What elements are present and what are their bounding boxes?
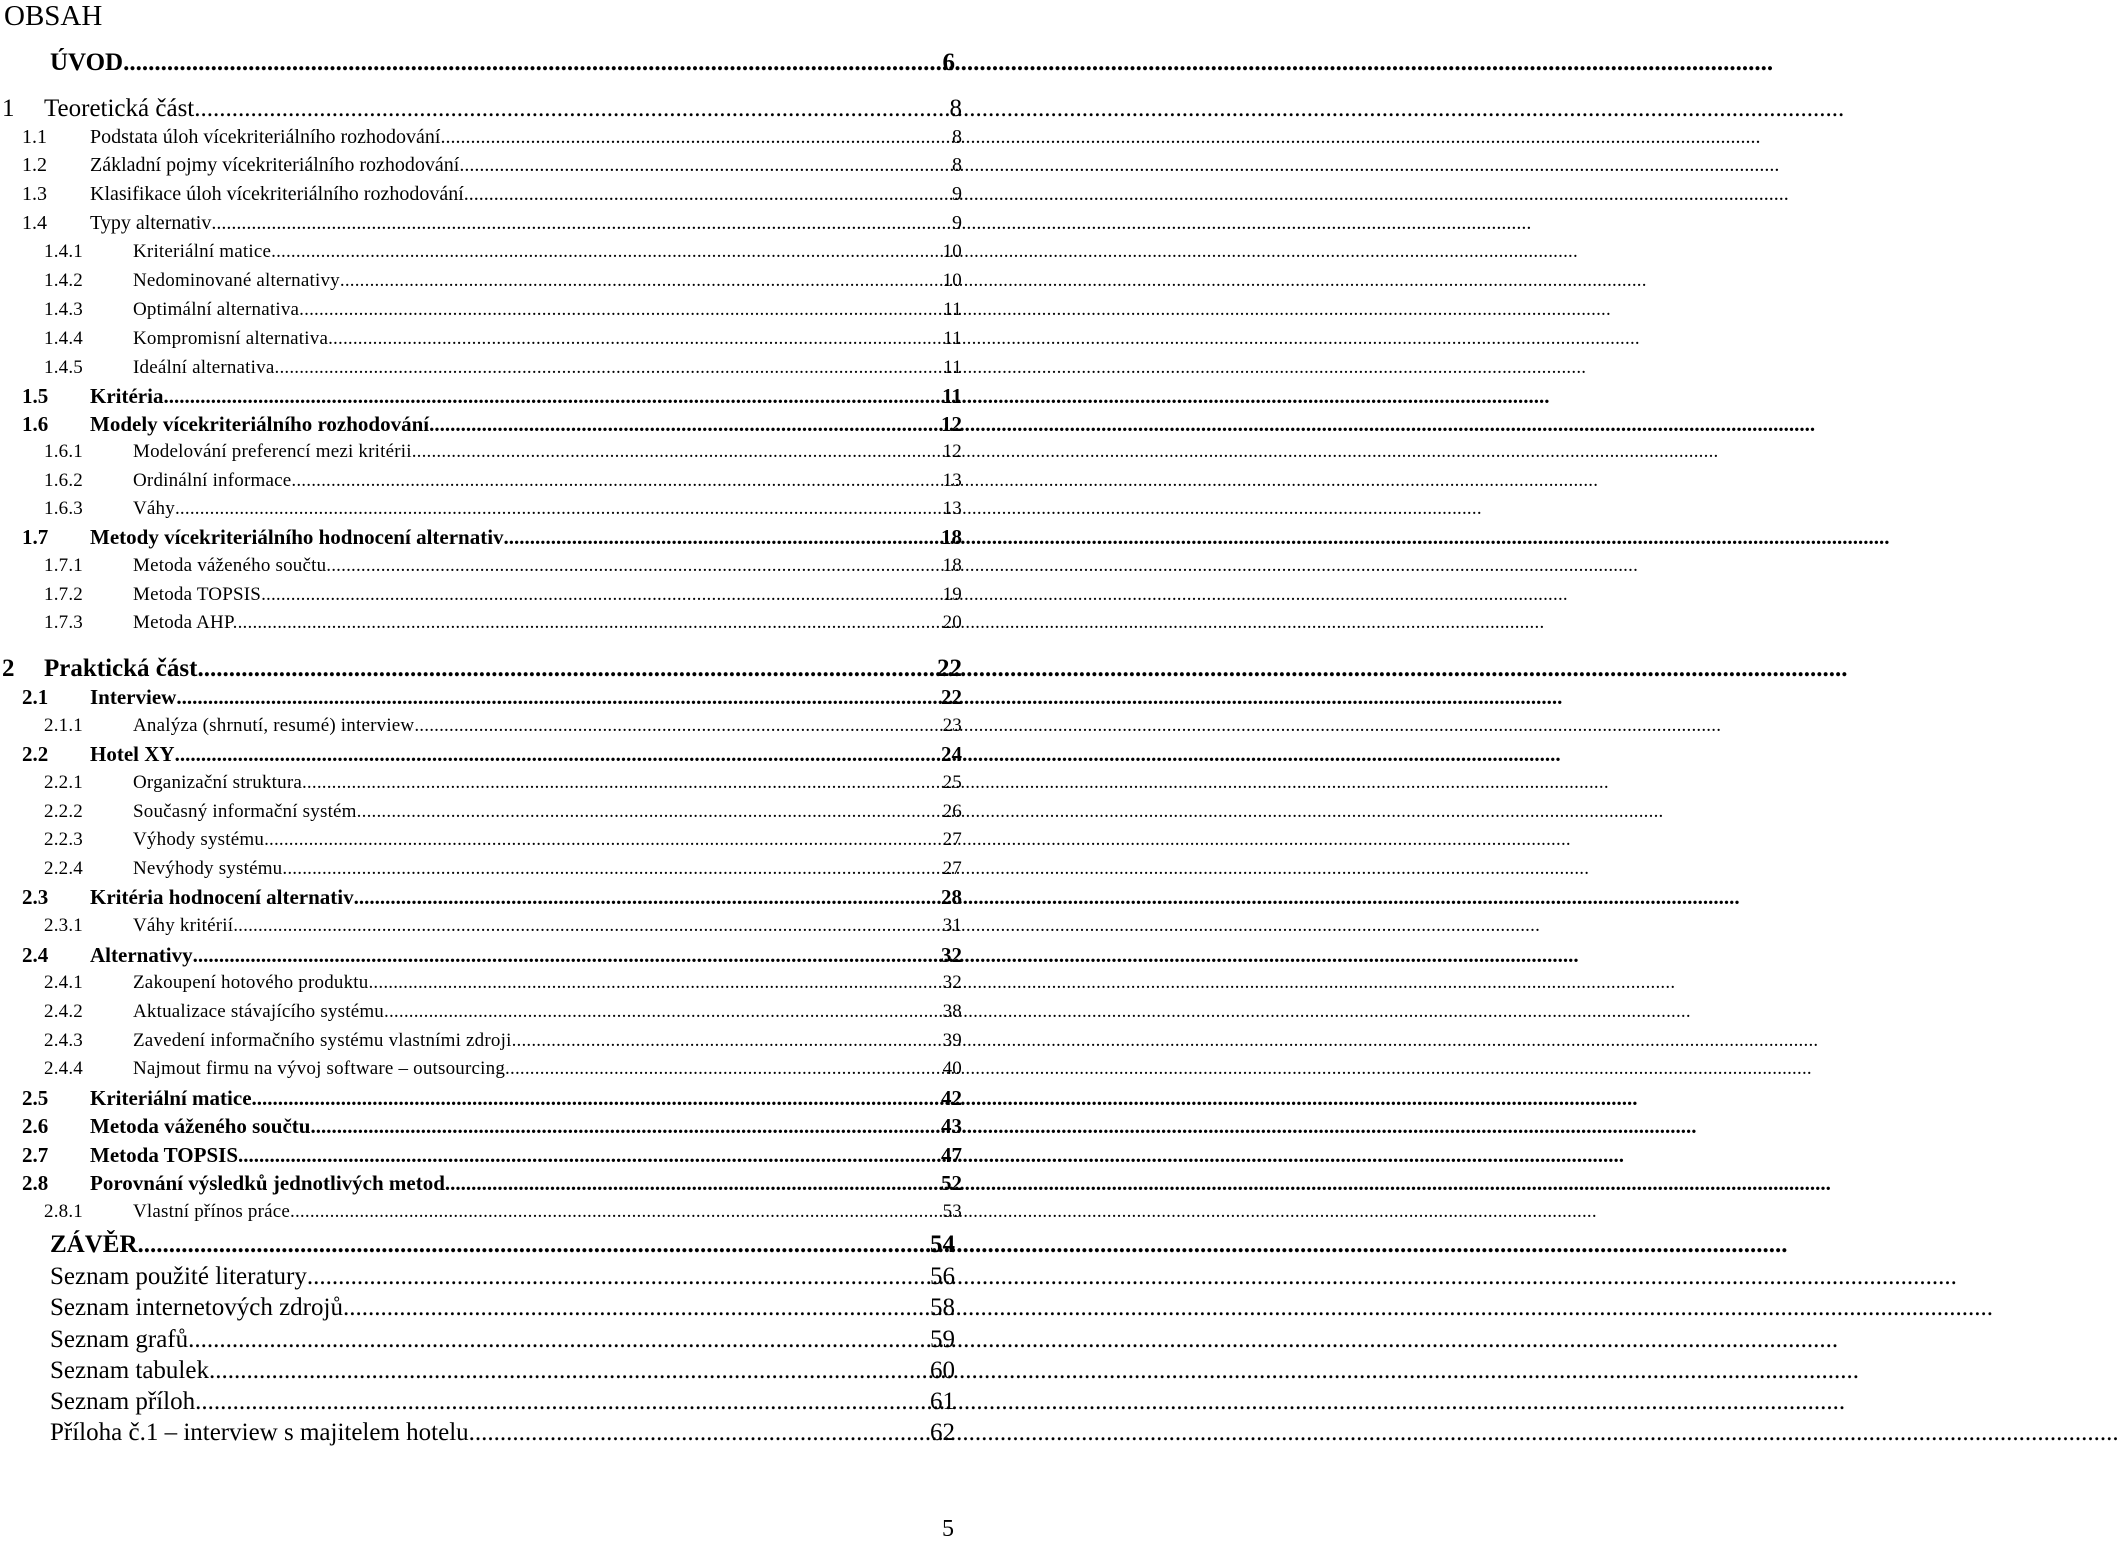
toc-entry[interactable] [44,770,962,796]
toc-dot-leader [209,1356,930,1386]
toc-entry[interactable] [44,1056,962,1082]
toc-entry-number: 2.1.1 [44,715,83,736]
toc-entry-title: Optimální alternativa. [133,299,305,320]
toc-entry-number: 2.2.4 [44,858,83,879]
toc-entry[interactable] [22,383,962,409]
toc-dot-leader [357,799,943,825]
toc-entry-title: Váhy [133,498,175,519]
toc-entry-page: 11 [943,299,962,320]
toc-entry-page: 10 [942,270,962,291]
toc-entry-title: Praktická část [44,655,198,682]
toc-entry-number: 1.4 [22,212,47,234]
toc-entry-title: Organizační struktura [133,772,302,793]
toc-dot-leader [459,152,952,178]
toc-entry[interactable] [44,582,962,608]
toc-dot-leader [302,770,943,796]
toc-entry-page: 11 [943,328,962,349]
toc-entry-title: Seznam příloh [50,1388,196,1415]
toc-entry-number: 1.6.1 [44,441,83,462]
toc-entry-number: 2.3.1 [44,915,83,936]
toc-entry-title: Najmout firmu na vývoj software – outsourcing [133,1058,506,1079]
toc-entry-page: 61 [930,1388,955,1415]
toc-entry[interactable] [44,799,962,825]
toc-entry-number: 1.4.5 [44,357,83,378]
toc-entry-title: Kritéria hodnocení alternativ [90,885,354,909]
toc-dot-leader [504,524,941,550]
toc-entry-number: 1.7.2 [44,584,83,605]
toc-entry-number: 2.2.2 [44,801,83,822]
toc-dot-leader [429,411,941,437]
toc-entry-number: 1.3 [22,183,47,205]
toc-dot-leader [261,582,943,608]
toc-entry-page: 28 [941,885,962,909]
toc-entry-title: Seznam použité literatury [50,1263,307,1290]
table-of-contents [0,0,960,1480]
toc-entry-page: 18 [941,525,962,549]
toc-entry-title: Ordinální informace [133,470,292,491]
toc-entry[interactable] [44,468,962,494]
toc-dot-leader [195,1387,930,1417]
toc-dot-leader [469,181,952,207]
toc-entry[interactable] [22,124,962,150]
toc-entry[interactable] [22,1142,962,1168]
toc-entry-title: Kritéria [90,384,164,408]
toc-entry-title: Kriteriální matice [90,1086,252,1110]
toc-entry-title: Nevýhody systému [133,858,283,879]
toc-entry-page: 54 [930,1231,955,1258]
toc-entry[interactable] [50,1418,955,1448]
toc-entry-page: 9 [952,183,962,205]
toc-dot-leader [505,1056,943,1082]
toc-entry-number: 1.6.2 [44,470,83,491]
toc-entry-number: 2.3 [22,885,49,909]
toc-entry-title: Modelování preferencí mezi kritérii [133,441,412,462]
toc-entry[interactable] [44,913,962,939]
toc-entry-page: 18 [942,555,962,576]
toc-entry[interactable] [44,1028,962,1054]
toc-entry[interactable] [22,741,962,767]
toc-entry-number: 1.2 [22,154,47,176]
toc-dot-leader [368,970,942,996]
toc-dot-leader [440,124,952,150]
toc-dot-leader [271,239,942,265]
toc-entry-title: Podstata úloh vícekriteriálního rozhodování [90,126,441,148]
toc-entry[interactable] [44,970,962,996]
toc-entry-title: Zakoupení hotového produktu [133,972,369,993]
toc-entry-page: 25 [942,772,962,793]
toc-dot-leader [310,1113,941,1139]
toc-entry-title: Seznam internetových zdrojů [50,1294,343,1321]
toc-entry-page: 10 [942,241,962,262]
toc-entry[interactable] [22,524,962,550]
toc-entry-page: 6 [942,49,955,76]
toc-entry[interactable] [44,496,962,522]
toc-entry[interactable] [44,856,962,882]
toc-entry-number: 2.2.3 [44,829,83,850]
toc-entry-page: 52 [941,1171,962,1195]
toc-dot-leader [123,48,942,78]
toc-entry-title: Ideální alternativa. [133,357,280,378]
toc-entry[interactable] [44,297,962,323]
toc-entry-page: 59 [930,1326,955,1353]
toc-entry-page: 19 [942,584,962,605]
toc-entry-number: 1.4.2 [44,270,83,291]
toc-dot-leader [252,1085,941,1111]
toc-entry-title: Porovnání výsledků jednotlivých metod [90,1171,445,1195]
toc-entry-page: 20 [942,612,962,633]
toc-entry-page: 53 [942,1201,962,1222]
toc-entry-page: 12 [941,412,962,436]
toc-entry-page: 58 [930,1294,955,1321]
toc-entry-number: 2.4.1 [44,972,83,993]
toc-entry[interactable] [44,355,962,381]
toc-dot-leader [412,439,943,465]
toc-entry-page: 8 [952,154,962,176]
toc-entry-number: 1.6 [22,412,49,436]
toc-entry-number: 2.5 [22,1086,49,1110]
toc-dot-leader [264,827,943,853]
toc-entry-number: 1.4.1 [44,241,83,262]
toc-entry[interactable] [22,152,962,178]
toc-entry[interactable] [2,94,962,124]
toc-dot-leader [197,654,937,684]
toc-entry-title: Metoda váženého součtu. [133,555,332,576]
toc-entry[interactable] [50,1356,955,1386]
toc-entry-page: 39 [942,1030,962,1051]
toc-entry[interactable] [44,713,962,739]
toc-entry-title: Současný informační systém [133,801,357,822]
toc-entry[interactable] [22,884,962,910]
toc-entry-number: 1.5 [22,384,49,408]
toc-dot-leader [290,1199,943,1225]
toc-entry-page: 8 [952,126,962,148]
toc-dot-leader [304,297,943,323]
toc-entry[interactable] [44,239,962,265]
toc-entry[interactable] [50,1230,955,1260]
toc-entry[interactable] [22,1085,962,1111]
toc-dot-leader [469,1418,930,1448]
toc-dot-leader [211,210,952,236]
toc-entry-title: Vlastní přínos práce [133,1201,291,1222]
toc-entry-title: Metoda váženého součtu [90,1114,311,1138]
toc-entry-number: 1.4.3 [44,299,83,320]
toc-entry-page: 22 [941,685,962,709]
toc-entry-page: 27 [942,858,962,879]
toc-dot-leader [193,942,941,968]
toc-entry-number: 2.4.3 [44,1030,83,1051]
toc-entry[interactable] [22,181,962,207]
toc-entry-page: 24 [941,742,962,766]
toc-dot-leader [333,326,943,352]
toc-entry[interactable] [50,1387,955,1417]
toc-entry-title: Seznam grafů [50,1326,189,1353]
toc-dot-leader [138,1230,930,1260]
toc-entry-title: Analýza (shrnutí, resumé) interview [133,715,415,736]
toc-entry[interactable] [44,553,962,579]
toc-entry-title: Kriteriální matice [133,241,272,262]
toc-entry-title: Kompromisní alternativa. [133,328,334,349]
toc-dot-leader [354,884,941,910]
toc-entry-page: 62 [930,1419,955,1446]
toc-entry[interactable] [22,684,962,710]
toc-dot-leader [340,268,943,294]
toc-entry-page: 60 [930,1357,955,1384]
toc-entry[interactable] [22,1170,962,1196]
toc-dot-leader [233,913,942,939]
toc-entry-number: 2.4.4 [44,1058,83,1079]
toc-dot-leader [331,553,942,579]
toc-entry-title: Příloha č.1 – interview s majitelem hotelu [50,1419,469,1446]
toc-entry-title: Základní pojmy vícekriteriálního rozhodování [90,154,460,176]
toc-entry-number: 2.7 [22,1143,49,1167]
toc-entry-page: 23 [942,715,962,736]
toc-entry-title: Alternativy [90,943,193,967]
toc-entry-page: 38 [942,1001,962,1022]
toc-entry[interactable] [22,411,962,437]
toc-entry-number: 1.7 [22,525,49,549]
toc-dot-leader [279,355,943,381]
toc-entry-page: 47 [941,1143,962,1167]
toc-entry-page: 32 [942,972,962,993]
toc-entry[interactable] [44,268,962,294]
toc-entry-page: 9 [952,212,962,234]
toc-entry-number: 2.4.2 [44,1001,83,1022]
toc-entry-number: 2.2 [22,742,49,766]
toc-dot-leader [512,1028,943,1054]
toc-dot-leader [163,383,942,409]
page-title: OBSAH [4,0,103,32]
toc-entry[interactable] [50,48,955,78]
toc-entry[interactable] [44,827,962,853]
toc-entry-title: Aktualizace stávajícího systému [133,1001,385,1022]
toc-entry-number: 1.7.3 [44,612,83,633]
toc-dot-leader [176,684,941,710]
toc-entry-title: Interview [90,685,177,709]
toc-entry-number: 2.4 [22,943,49,967]
toc-entry-page: 13 [942,498,962,519]
toc-entry-title: Modely vícekriteriálního rozhodování [90,412,430,436]
toc-entry-title: Metody vícekriteriálního hodnocení alternativ [90,525,504,549]
toc-dot-leader [384,999,943,1025]
toc-dot-leader [238,1142,941,1168]
toc-dot-leader [175,741,941,767]
toc-entry-page: 56 [930,1263,955,1290]
toc-entry[interactable] [50,1293,955,1323]
toc-entry-title: Výhody systému [133,829,265,850]
toc-entry-page: 13 [942,470,962,491]
toc-dot-leader [343,1293,930,1323]
toc-entry[interactable] [50,1325,955,1355]
toc-entry-number: 2.2.1 [44,772,83,793]
toc-entry-page: 31 [942,915,962,936]
toc-entry-page: 27 [942,829,962,850]
toc-entry[interactable] [22,942,962,968]
toc-entry-number: 2.1 [22,685,49,709]
toc-entry-title: ÚVOD [50,49,124,76]
toc-entry[interactable] [2,654,962,684]
toc-entry-page: 43 [941,1114,962,1138]
toc-entry-title: Metoda TOPSIS [133,584,262,605]
toc-entry[interactable] [44,326,962,352]
toc-entry-page: 11 [942,384,962,408]
toc-entry-title: Hotel XY [90,742,175,766]
toc-entry[interactable] [22,1113,962,1139]
toc-dot-leader [291,468,942,494]
toc-entry-title: Nedominované alternativy [133,270,340,291]
toc-entry-title: Zavedení informačního systému vlastními zdroji [133,1030,512,1051]
toc-entry-title: Seznam tabulek [50,1357,209,1384]
toc-entry-page: 42 [941,1086,962,1110]
toc-entry[interactable] [50,1262,955,1292]
toc-entry-number: 1.6.3 [44,498,83,519]
toc-dot-leader [445,1170,941,1196]
toc-dot-leader [238,610,943,636]
toc-dot-leader [307,1262,930,1292]
toc-entry-title: Váhy kritérií [133,915,234,936]
toc-dot-leader [188,1325,930,1355]
toc-dot-leader [414,713,942,739]
toc-entry-title: Typy alternativ [90,212,212,234]
toc-entry-title: Metoda AHP. [133,612,238,633]
toc-entry-number: 2.8 [22,1171,49,1195]
toc-entry-title: Teoretická část [44,95,195,122]
page-number: 5 [942,1516,954,1542]
toc-entry-page: 12 [942,441,962,462]
toc-entry-page: 32 [941,943,962,967]
toc-entry-title: Metoda TOPSIS [90,1143,239,1167]
toc-entry-number: 1.7.1 [44,555,83,576]
toc-entry-page: 26 [942,801,962,822]
toc-entry-page: 40 [942,1058,962,1079]
toc-entry-title: Klasifikace úloh vícekriteriálního rozhodování. [90,183,469,205]
toc-entry-page: 8 [949,95,962,122]
toc-entry-page: 11 [943,357,962,378]
toc-dot-leader [175,496,943,522]
toc-entry[interactable] [44,610,962,636]
toc-entry[interactable] [44,1199,962,1225]
toc-entry-number: 2.6 [22,1114,49,1138]
toc-entry-title: ZÁVĚR [50,1231,138,1258]
toc-entry-number: 1.1 [22,126,47,148]
toc-entry-number: 2 [2,655,15,682]
toc-entry[interactable] [44,439,962,465]
toc-entry[interactable] [44,999,962,1025]
toc-dot-leader [194,94,949,124]
toc-dot-leader [282,856,942,882]
toc-entry-page: 22 [937,655,962,682]
toc-entry-number: 1.4.4 [44,328,83,349]
toc-entry-number: 1 [2,95,15,122]
toc-entry-number: 2.8.1 [44,1201,83,1222]
toc-entry[interactable] [22,210,962,236]
